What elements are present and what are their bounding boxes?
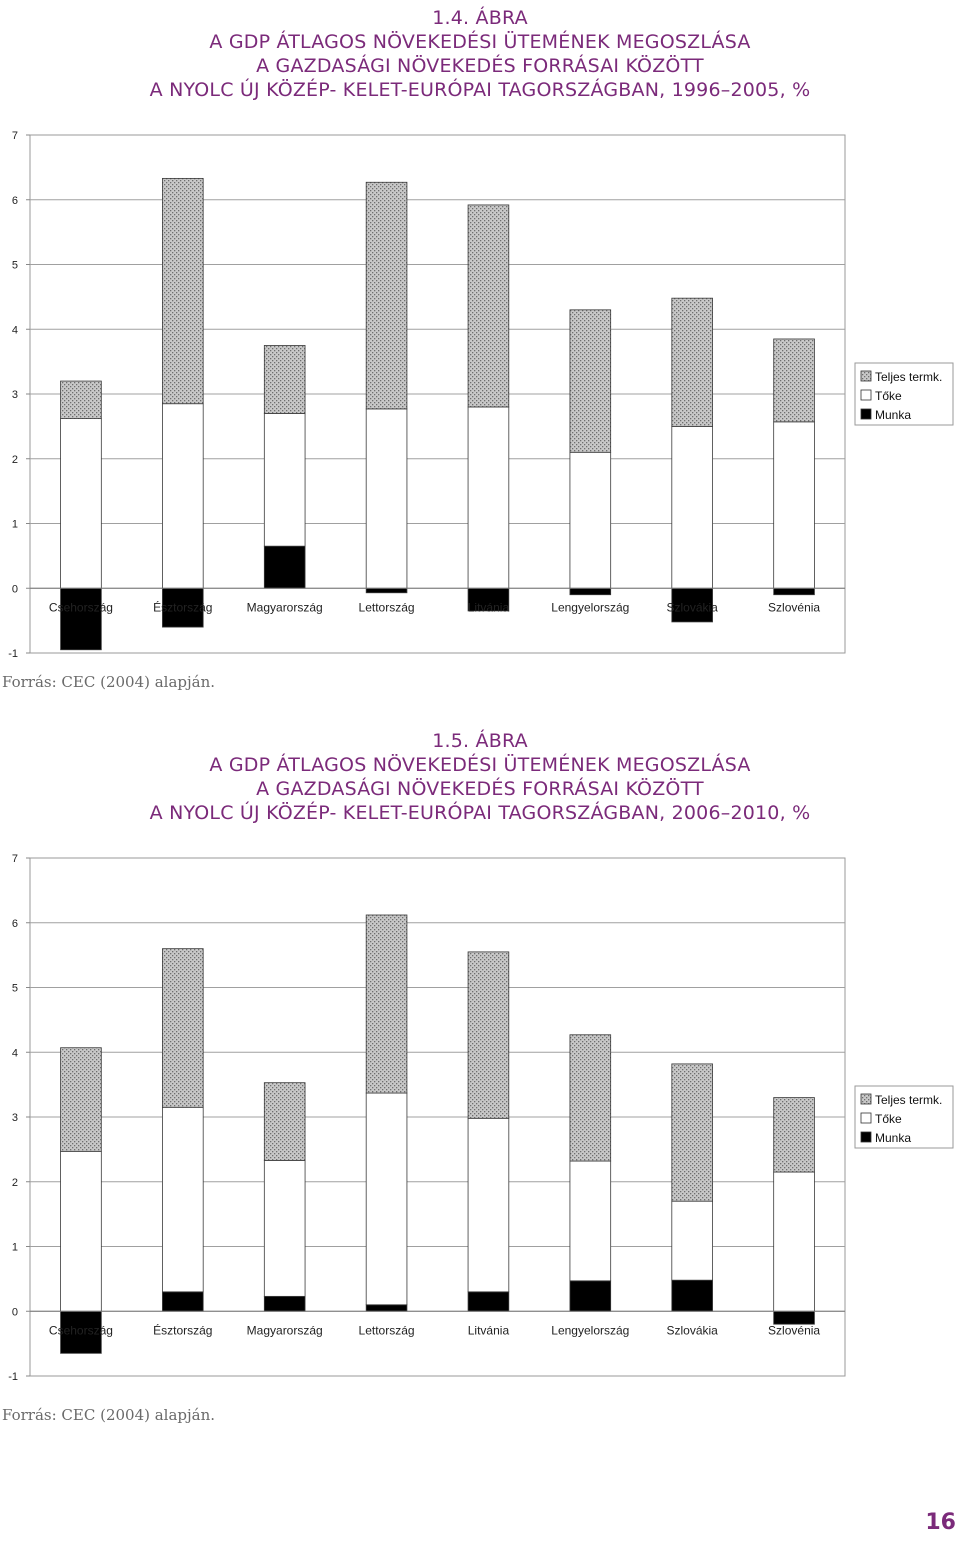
bar-segment-teljes xyxy=(570,310,611,452)
category-label: Szlovákia xyxy=(666,1323,718,1338)
bar-segment-teljes xyxy=(61,1048,102,1152)
legend-swatch-munka xyxy=(861,409,871,419)
bar-segment-munka xyxy=(468,1292,509,1311)
source-note-1: Forrás: CEC (2004) alapján. xyxy=(2,673,216,691)
bar-segment-teljes xyxy=(264,1083,305,1161)
y-tick-label: 3 xyxy=(11,1112,18,1124)
bar-segment-toke xyxy=(774,1172,815,1311)
figure-title-2 xyxy=(0,729,960,825)
y-tick-label: 7 xyxy=(11,130,18,142)
category-label: Lettország xyxy=(358,600,415,615)
category-label: Magyarország xyxy=(246,600,323,615)
legend-swatch-toke xyxy=(861,1113,871,1123)
bar-segment-munka xyxy=(774,1311,815,1324)
chart-2006-2010 xyxy=(0,843,960,1393)
bar-segment-teljes xyxy=(672,1064,713,1201)
bar-segment-munka xyxy=(672,1280,713,1311)
category-label: Litvánia xyxy=(467,600,510,615)
legend-label-teljes: Teljes termk. xyxy=(875,1093,943,1107)
bar-segment-teljes xyxy=(774,339,815,422)
page-number: 16 xyxy=(925,1510,956,1535)
category-label: Szlovénia xyxy=(768,1323,821,1338)
bar-segment-toke xyxy=(468,1118,509,1292)
legend-label-toke: Tőke xyxy=(875,1112,902,1126)
legend xyxy=(855,1086,953,1148)
y-tick-label: 0 xyxy=(11,1306,18,1319)
bar-segment-munka xyxy=(264,1296,305,1311)
figure-title-line: A GDP ÁTLAGOS NÖVEKEDÉSI ÜTEMÉNEK MEGOSZLÁSA xyxy=(209,31,751,53)
bar-segment-toke xyxy=(366,1093,407,1305)
legend-label-toke: Tőke xyxy=(875,389,902,403)
legend-label-munka: Munka xyxy=(875,408,912,422)
bar-segment-teljes xyxy=(61,381,102,419)
category-label: Szlovákia xyxy=(666,600,718,615)
figure-title-1 xyxy=(0,6,960,102)
bar-segment-munka xyxy=(264,546,305,588)
bar-segment-toke xyxy=(162,1107,203,1292)
bar-segment-munka xyxy=(774,588,815,594)
legend-swatch-teljes xyxy=(861,371,871,381)
y-tick-label: 2 xyxy=(11,453,18,466)
figure-title-line: A GAZDASÁGI NÖVEKEDÉS FORRÁSAI KÖZÖTT xyxy=(256,778,704,800)
bar-segment-teljes xyxy=(264,345,305,413)
figure-title-line: A GDP ÁTLAGOS NÖVEKEDÉSI ÜTEMÉNEK MEGOSZLÁSA xyxy=(209,754,751,776)
legend xyxy=(855,363,953,425)
y-tick-label: 4 xyxy=(11,324,18,337)
figure-title-line: A GAZDASÁGI NÖVEKEDÉS FORRÁSAI KÖZÖTT xyxy=(256,55,704,77)
bar-segment-teljes xyxy=(774,1098,815,1172)
bar-segment-teljes xyxy=(162,178,203,403)
y-tick-label: 6 xyxy=(11,194,18,207)
legend-swatch-teljes xyxy=(861,1094,871,1104)
bar-segment-toke xyxy=(264,1160,305,1296)
y-tick-label: 7 xyxy=(11,853,18,865)
bar-segment-munka xyxy=(570,1281,611,1311)
y-tick-label: -1 xyxy=(8,648,18,660)
y-tick-label: 5 xyxy=(11,982,18,995)
category-label: Lettország xyxy=(358,1323,415,1338)
bar-segment-teljes xyxy=(366,915,407,1093)
category-label: Észtország xyxy=(153,600,213,615)
bar-segment-teljes xyxy=(162,949,203,1108)
figure-title-line: A NYOLC ÚJ KÖZÉP- KELET-EURÓPAI TAGORSZÁGBAN, 2006–2010, % xyxy=(149,802,811,824)
bar-segment-toke xyxy=(162,404,203,589)
bar-segment-toke xyxy=(468,407,509,588)
y-tick-label: 1 xyxy=(11,518,18,531)
y-tick-label: 1 xyxy=(11,1241,18,1254)
bar-segment-toke xyxy=(672,1201,713,1280)
category-label: Csehország xyxy=(48,1323,113,1338)
bar-segment-teljes xyxy=(570,1035,611,1161)
bar-segment-teljes xyxy=(366,182,407,409)
bar-segment-munka xyxy=(570,588,611,594)
figure-title-line: 1.5. ÁBRA xyxy=(432,730,528,752)
legend-label-munka: Munka xyxy=(875,1131,912,1145)
bar-segment-teljes xyxy=(468,205,509,407)
bar-segment-toke xyxy=(570,452,611,588)
legend-swatch-toke xyxy=(861,390,871,400)
legend-label-teljes: Teljes termk. xyxy=(875,370,943,384)
bar-segment-toke xyxy=(774,422,815,588)
y-tick-label: 2 xyxy=(11,1176,18,1189)
y-tick-label: 3 xyxy=(11,389,18,401)
bar-segment-munka xyxy=(61,588,102,650)
bar-segment-munka xyxy=(366,1305,407,1311)
source-note-2: Forrás: CEC (2004) alapján. xyxy=(2,1406,216,1424)
bar-segment-toke xyxy=(366,409,407,588)
bar-segment-toke xyxy=(61,1151,102,1311)
bar-segment-toke xyxy=(570,1161,611,1281)
y-tick-label: 0 xyxy=(11,583,18,596)
chart-1996-2005 xyxy=(0,120,960,670)
category-label: Észtország xyxy=(153,1323,213,1338)
bar-segment-toke xyxy=(672,426,713,588)
y-tick-label: 4 xyxy=(11,1047,18,1060)
bar-segment-toke xyxy=(264,413,305,546)
bar-segment-teljes xyxy=(468,952,509,1118)
bar-segment-toke xyxy=(61,419,102,589)
y-tick-label: 6 xyxy=(11,917,18,930)
y-tick-label: 5 xyxy=(11,259,18,272)
bar-segment-teljes xyxy=(672,298,713,426)
figure-title-line: 1.4. ÁBRA xyxy=(432,7,528,29)
category-label: Szlovénia xyxy=(768,600,821,615)
category-label: Lengyelország xyxy=(551,1323,630,1338)
bar-segment-munka xyxy=(366,588,407,593)
category-label: Litvánia xyxy=(467,1323,510,1338)
legend-swatch-munka xyxy=(861,1132,871,1142)
category-label: Lengyelország xyxy=(551,600,630,615)
bar-segment-munka xyxy=(162,1292,203,1311)
figure-title-line: A NYOLC ÚJ KÖZÉP- KELET-EURÓPAI TAGORSZÁGBAN, 1996–2005, % xyxy=(149,79,811,101)
category-label: Csehország xyxy=(48,600,113,615)
category-label: Magyarország xyxy=(246,1323,323,1338)
y-tick-label: -1 xyxy=(8,1371,18,1383)
